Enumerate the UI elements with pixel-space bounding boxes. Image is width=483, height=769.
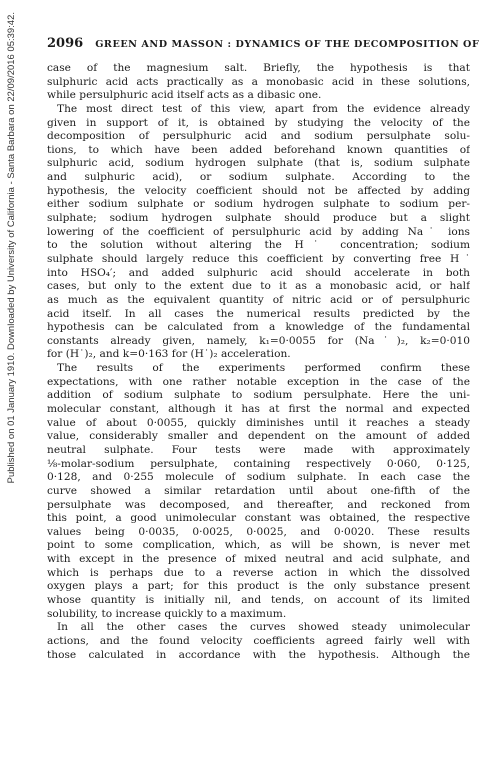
text-line: either sodium sulphate or sodium hydrogen sulphate to sodium per- (47, 198, 470, 211)
text-line: sulphuric acid, sodium hydrogen sulphate (that is, sodium sulphate (47, 157, 470, 170)
text-line: solubility, to increase quickly to a maximum. (47, 607, 287, 620)
text-line: value of about 0·0055, quickly diminishes until it reaches a steady (47, 416, 470, 429)
text-line: actions, and the found velocity coefficients agreed fairly well with (47, 634, 470, 647)
text-line: as much as the equivalent quantity of nitric acid or of persulphuric (47, 293, 470, 306)
text-line: those calculated in accordance with the hypothesis. Although the (47, 648, 470, 661)
text-line: case of the magnesium salt. Briefly, the hypothesis is that (47, 62, 470, 74)
text-line: curve showed a similar retardation until about one-fifth of the (47, 484, 470, 497)
text-line: while persulphuric acid itself acts as a dibasic one. (47, 89, 322, 102)
text-line: The results of the experiments performed confirm these (57, 362, 470, 375)
page-header (47, 36, 480, 52)
text-line: In all the other cases the curves showed steady unimolecular (57, 621, 470, 634)
text-line: hypothesis can be calculated from a knowledge of the fundamental (47, 321, 470, 334)
text-line: neutral sulphate. Four tests were made with approximately (47, 443, 470, 456)
text-line: acid itself. In all cases the numerical results predicted by the (47, 307, 470, 320)
text-line: tions, to which have been added beforehand known quantities of (47, 143, 470, 156)
text-line: constants already given, namely, k₁=0·0055 for (Na˙)₂, k₂=0·010 (47, 334, 470, 347)
text-line: and sulphuric acid), or sodium sulphate. According to the (47, 171, 470, 184)
article-body (47, 62, 470, 662)
text-line: sulphate should largely reduce this coefficient by converting free H˙ (47, 252, 470, 265)
text-line: ⅛-molar-sodium persulphate, containing respectively 0·060, 0·125, (47, 457, 470, 470)
text-line: whose quantity is initially nil, and tends, on account of its limited (47, 593, 470, 606)
text-line: 0·128, and 0·255 molecule of sodium sulphate. In each case the (47, 471, 470, 484)
text-line: addition of sodium sulphate to sodium persulphate. Here the uni- (47, 389, 470, 402)
text-line: value, considerably smaller and dependent on the amount of added (47, 430, 470, 443)
text-line: lowering of the coefficient of persulphuric acid by adding Na˙ ions (47, 225, 470, 238)
text-line: The most direct test of this view, apart from the evidence already (57, 102, 470, 115)
text-line: with except in the presence of mixed neutral and acid sulphate, and (47, 553, 470, 566)
text-line: persulphate was decomposed, and thereafter, and reckoned from (47, 498, 470, 511)
text-line: to the solution without altering the H˙ concentration; sodium (47, 239, 470, 252)
download-watermark-text: Published on 01 January 1910. Downloaded by University of California - Santa Barbara on 22/09/2016 05:39:42. (4, 12, 16, 484)
text-line: hypothesis, the velocity coefficient should not be affected by adding (47, 184, 470, 197)
text-line: for (H˙)₂, and k=0·163 for (H˙)₂ acceleration. (47, 348, 291, 361)
text-line: given in support of it, is obtained by studying the velocity of the (47, 116, 470, 129)
text-line: expectations, with one rather notable exception in the case of the (47, 375, 470, 388)
text-line: oxygen plays a part; for this product is the only substance present (47, 580, 470, 593)
text-line: sulphate; sodium hydrogen sulphate should produce but a slight (47, 212, 470, 225)
running-head: GREEN AND MASSON : DYNAMICS OF THE DECOMPOSITION OF (95, 39, 480, 50)
download-watermark (2, 12, 18, 672)
text-line: molecular constant, although it has at first the normal and expected (47, 403, 470, 416)
text-line: decomposition of persulphuric acid and sodium persulphate solu- (47, 130, 470, 143)
text-line: into HSO₄′; and added sulphuric acid should accelerate in both (47, 266, 470, 279)
text-line: point to some complication, which, as will be shown, is never met (47, 539, 470, 552)
text-line: this point, a good unimolecular constant was obtained, the respective (47, 512, 470, 525)
page-number: 2096 (47, 36, 84, 51)
text-line: sulphuric acid acts practically as a monobasic acid in these solutions, (47, 75, 470, 88)
text-line: values being 0·0035, 0·0025, 0·0025, and 0·0020. These results (47, 525, 470, 538)
text-line: which is perhaps due to a reverse action in which the dissolved (47, 566, 470, 579)
text-line: cases, but only to the extent due to it as a monobasic acid, or half (47, 280, 470, 293)
